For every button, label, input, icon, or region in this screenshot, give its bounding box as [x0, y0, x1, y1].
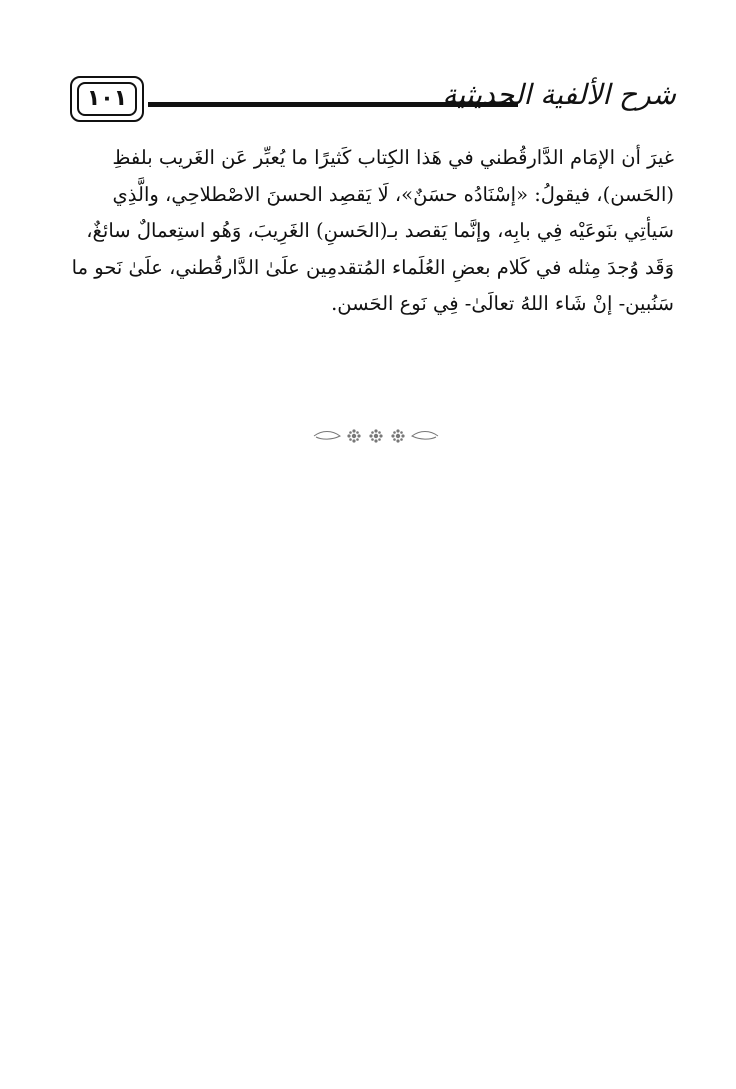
running-title: شرح الألفية الحديثية	[442, 78, 676, 111]
text-line: سَنُبين- إنْ شَاء اللهُ تعالَىٰ- فِي نَوع الحَسن.	[331, 292, 674, 315]
section-divider-ornament	[312, 428, 440, 444]
page-number-frame	[70, 76, 144, 120]
divider-flower-icon	[369, 429, 382, 442]
divider-right-swash	[412, 432, 438, 440]
main-text	[70, 140, 674, 323]
text-line: وَقَد وُجدَ مِثله في كَلام بعضِ العُلَماء المُتقدمِين علَىٰ الدَّارقُطني، علَىٰ نَحو ما	[71, 255, 674, 279]
divider-left-swash	[314, 432, 340, 440]
text-line: غيرَ أن الإمَام الدَّارقُطني في هَذا الكِتاب كَثيرًا ما يُعبِّر عَن الغَريب بلفظِ	[112, 146, 674, 169]
page-number: ١٠١	[77, 82, 137, 116]
text-line: سَيأتِي بنَوعَيْه فِي بابِه، وإنَّما يَقصد بـ(الحَسنِ) الغَرِيبَ، وَهُو استِعمالٌ سائغٌ،	[86, 219, 674, 242]
divider-flower-icon	[347, 429, 360, 442]
page-header	[70, 76, 676, 124]
text-line: (الحَسن)، فيقولُ: «إسْنَادُه حسَنٌ»، لَا يَقصِد الحسنَ الاصْطلاحِي، والَّذِي	[112, 182, 674, 206]
divider-flower-icon	[391, 429, 404, 442]
